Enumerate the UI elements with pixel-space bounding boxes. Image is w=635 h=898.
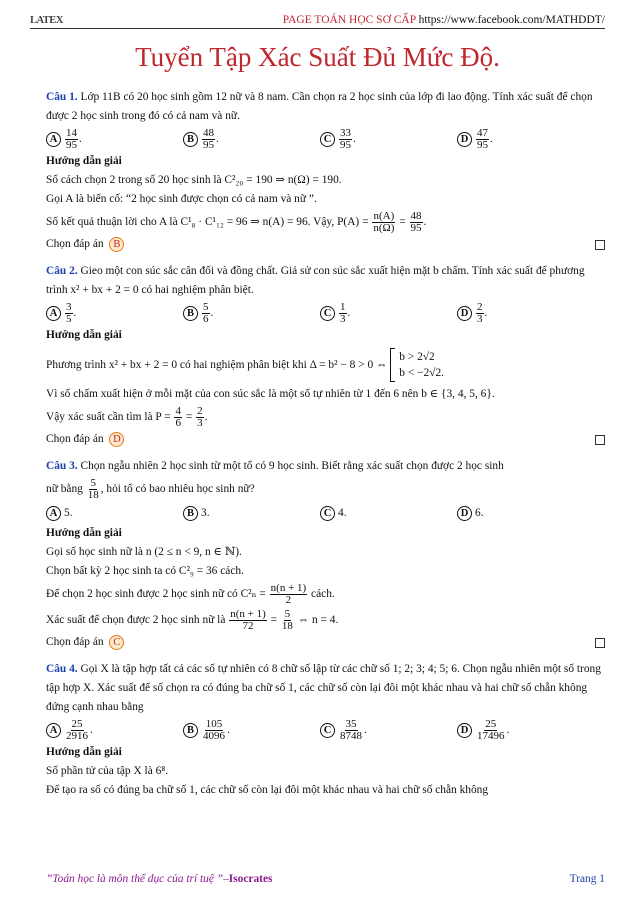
q4-option-c[interactable]: C $\frac{35}{8748}$ . [320, 719, 457, 742]
q2-choose-text: Chọn đáp án [46, 433, 104, 445]
q3-answer-badge: C [109, 635, 124, 650]
q3-solution-line [46, 581, 605, 607]
q2-option-c[interactable]: C $\frac{1}{3}$ . [320, 302, 457, 325]
q1-a-num: 14 [66, 126, 77, 139]
q3-l4-den: 72 [242, 619, 254, 632]
q4-option-letter: A [46, 723, 61, 738]
question-3-text: Chọn ngẫu nhiên 2 học sinh từ một tổ có 9 học sinh. Biết rằng xác suất chọn được 2 học sinh [77, 460, 504, 472]
q1-solution-heading: Hướng dẫn giải [46, 155, 122, 167]
q2-option-a-frac [65, 302, 73, 325]
qed-square-icon [595, 240, 605, 250]
q4-c-den: 8748 [340, 729, 362, 742]
q2-f2-num: 2 [197, 404, 203, 417]
q1-option-d[interactable]: D $\frac{47}{95}$ . [457, 128, 594, 151]
q4-solution-heading: Hướng dẫn giải [46, 746, 122, 758]
q2-option-letter: B [183, 306, 198, 321]
question-2-text: Gieo một con súc sắc cân đối và đồng chất. Giả sử con súc sắc xuất hiện mặt b chấm. Tính xác suất để phương trình x² + bx + 2 = 0 có hai nghiệm phân biệt. [46, 265, 585, 296]
q4-option-b[interactable]: B $\frac{105}{4096}$ . [183, 719, 320, 742]
bracket-icon [390, 348, 395, 382]
q2-b-den: 6 [203, 312, 209, 325]
q3-f-num: 5 [90, 476, 96, 489]
q4-a-num: 25 [71, 717, 83, 730]
q3-option-letter: D [457, 506, 472, 521]
q4-option-c-frac [339, 719, 363, 742]
footer-quote-text: ”Toán học là môn thể dục của trí tuệ ” [46, 873, 224, 885]
q2-solution-line: Vì số chấm xuất hiện ở mỗi mặt của con súc sắc là một số tự nhiên từ 1 đến 6 nên b ∈ {3, 4, 5, 6}. [46, 388, 495, 400]
question-4-label: Câu 4. [46, 663, 78, 675]
q1-option-a-frac [65, 128, 78, 151]
q2-l3-frac2 [196, 406, 204, 429]
q4-option-letter: D [457, 723, 472, 738]
q1-option-letter: D [457, 132, 472, 147]
q2-cases [390, 348, 444, 382]
q2-solution-line [46, 345, 605, 385]
q1-choose-text: Chọn đáp án [46, 238, 104, 250]
q3-l3-den: 2 [285, 593, 292, 606]
q1-c-den: 95 [340, 138, 351, 151]
question-4-options [46, 717, 605, 743]
question-4-text: Gọi X là tập hợp tất cả các số tự nhiên có 8 chữ số lập từ các chữ số 1; 2; 3; 4; 5; 6. Chọn ngẫu nhiên một số trong tập hợp X. Xác suất để số chọn ra có đúng ba chữ số 1, các chữ số còn lại đôi một khác nhau và hai chữ số chẵn không đứng cạnh nhau bằng [46, 663, 601, 713]
question-1-label: Câu 1. [46, 91, 78, 103]
q3-l4-f2-num: 5 [284, 607, 291, 620]
q2-a-den: 5 [66, 312, 72, 325]
q3-text2b: , hỏi tổ có bao nhiêu học sinh nữ? [100, 483, 255, 495]
q1-l3-f1-den: n(Ω) [373, 221, 395, 234]
q1-l3-f2-num: 48 [410, 209, 422, 222]
q2-c-num: 1 [340, 300, 346, 313]
q4-option-d[interactable]: D $\frac{25}{17496}$ . [457, 719, 594, 742]
q1-option-d-frac [476, 128, 489, 151]
q4-b-den: 4096 [203, 729, 225, 742]
q4-option-b-frac [202, 719, 226, 742]
q3-frac [87, 478, 100, 501]
q3-f-den: 18 [87, 488, 99, 501]
q3-solution-line: Xác suất để chọn được 2 học sinh nữ là $\frac{n(n + 1)}{72}$ = $\frac{5}{18}$ ⇔ n = 4. [46, 607, 339, 632]
q3-l4-f2-den: 18 [281, 619, 293, 632]
q2-b-num: 5 [203, 300, 209, 313]
q1-l3-text: Số kết quả thuận lời cho A là C¹₈ · C¹₁₂ = 96 ⇒ n(A) = 96. Vậy, P(A) = [46, 216, 369, 228]
q1-d-num: 47 [477, 126, 488, 139]
header-page-name: PAGE TOÁN HỌC SƠ CẤP [282, 14, 416, 26]
q2-f1-num: 4 [175, 404, 181, 417]
qed-square-icon [595, 435, 605, 445]
q2-option-b-frac [202, 302, 210, 325]
q1-l3-frac2 [410, 211, 423, 234]
q1-option-c-frac [339, 128, 352, 151]
q4-a-den: 2916 [66, 729, 88, 742]
q3-l3-num: n(n + 1) [270, 581, 307, 594]
question-3-label: Câu 3. [46, 460, 78, 472]
q1-option-letter: C [320, 132, 335, 147]
q2-case-1: b > 2√2 [399, 351, 435, 363]
q3-l4-frac2 [281, 609, 294, 632]
q3-l4-num: n(n + 1) [230, 607, 266, 620]
q2-option-letter: C [320, 306, 335, 321]
q1-d-den: 95 [477, 138, 488, 151]
qed-square-icon [595, 638, 605, 648]
q1-b-den: 95 [203, 138, 214, 151]
q4-option-letter: C [320, 723, 335, 738]
footer-dash: – [223, 873, 229, 885]
q1-c-num: 33 [340, 126, 351, 139]
q1-option-b-frac [202, 128, 215, 151]
q2-option-d-frac [476, 302, 484, 325]
q2-option-b[interactable]: B $\frac{5}{6}$ . [183, 302, 320, 325]
q3-answer-line [46, 633, 605, 652]
q3-l4-text: Xác suất để chọn được 2 học sinh nữ là [46, 614, 226, 626]
q1-option-letter: B [183, 132, 198, 147]
q1-answer-line [46, 235, 605, 254]
q1-option-a[interactable]: A $\frac{14}{95}$ . [46, 128, 183, 151]
q1-option-b[interactable]: B $\frac{48}{95}$ . [183, 128, 320, 151]
q1-answer-badge: B [109, 237, 124, 252]
header-url[interactable]: https://www.facebook.com/MATHDDT/ [415, 14, 605, 26]
header-right [283, 14, 605, 26]
q1-l3-f1-num: n(A) [373, 209, 395, 222]
page-number: Trang 1 [569, 873, 605, 885]
q2-option-letter: A [46, 306, 61, 321]
q2-option-letter: D [457, 306, 472, 321]
q3-b-val: 3. [201, 506, 210, 519]
q3-l3-frac [270, 583, 308, 606]
q2-c-den: 3 [340, 312, 346, 325]
q2-option-d[interactable]: D $\frac{2}{3}$ . [457, 302, 594, 325]
q4-solution-line: Để tạo ra số có đúng ba chữ số 1, các chữ số còn lại đôi một khác nhau và hai chữ số chẵn không [46, 784, 489, 796]
q4-option-a[interactable]: A $\frac{25}{2916}$ . [46, 719, 183, 742]
q3-solution-line: Chọn bất kỳ 2 học sinh ta có C²₉ = 36 cách. [46, 565, 244, 577]
q4-b-num: 105 [205, 717, 223, 730]
q3-c-val: 4. [338, 506, 347, 519]
q2-solution-heading: Hướng dẫn giải [46, 329, 122, 341]
q2-option-a[interactable]: A $\frac{3}{5}$ . [46, 302, 183, 325]
question-1 [46, 88, 605, 126]
q2-solution-line: Vậy xác suất cần tìm là P = $\frac{4}{6}$ = $\frac{2}{3}$ . [46, 404, 208, 429]
question-3-options [46, 502, 605, 524]
q2-d-den: 3 [477, 312, 483, 325]
q1-option-c[interactable]: C $\frac{33}{95}$ . [320, 128, 457, 151]
footer-quote [46, 873, 272, 885]
q1-solution-line: Số cách chọn 2 trong số 20 học sinh là C²₂₀ = 190 ⇒ n(Ω) = 190. [46, 174, 342, 186]
q2-l3-text: Vậy xác suất cần tìm là P = [46, 411, 171, 423]
q1-a-den: 95 [66, 138, 77, 151]
q1-b-num: 48 [203, 126, 214, 139]
latex-logo: LATEX [30, 15, 63, 26]
q3-l3-text: Để chọn 2 học sinh được 2 học sinh nữ có C²ₙ = [46, 588, 266, 600]
q4-option-a-frac [65, 719, 89, 742]
q3-l4-frac1 [229, 609, 267, 632]
page-footer [46, 873, 605, 885]
q3-option-b[interactable] [183, 504, 320, 523]
q4-solution-line: Số phần tử của tập X là 6⁸. [46, 765, 169, 777]
q3-option-d[interactable] [457, 504, 594, 523]
q4-option-d-frac [476, 719, 506, 742]
question-4 [46, 660, 605, 717]
q1-l3-f2-den: 95 [410, 221, 422, 234]
q2-d-num: 2 [477, 300, 483, 313]
q3-option-letter: A [46, 506, 61, 521]
q3-l3-suffix: cách. [311, 588, 335, 600]
q2-answer-badge: D [109, 432, 124, 447]
q2-l1-text: Phương trình x² + bx + 2 = 0 có hai nghiệm phân biệt khi Δ = b² − 8 > 0 ⇔ [46, 358, 388, 371]
q2-f2-den: 3 [197, 416, 203, 429]
page-header [30, 10, 605, 29]
q3-option-a[interactable] [46, 504, 183, 523]
question-2-label: Câu 2. [46, 265, 78, 277]
q2-a-num: 3 [66, 300, 72, 313]
content [46, 88, 605, 800]
question-1-options [46, 126, 605, 152]
q2-l3-frac1 [174, 406, 182, 429]
q4-c-num: 35 [345, 717, 357, 730]
q1-solution-line: Gọi A là biến cố: “2 học sinh được chọn có cả nam và nữ ”. [46, 193, 317, 205]
page-title: Tuyển Tập Xác Suất Đủ Mức Độ. [135, 42, 500, 72]
q2-cases-list [399, 349, 444, 381]
q3-d-val: 6. [475, 506, 484, 519]
question-3 [46, 457, 605, 476]
q4-option-letter: B [183, 723, 198, 738]
q2-case-2: b < −2√2. [399, 367, 445, 379]
q3-a-val: 5. [64, 506, 73, 519]
question-3-text-2 [46, 476, 605, 502]
q1-solution-line: Số kết quả thuận lời cho A là C¹₈ · C¹₁₂ = 96 ⇒ n(A) = 96. Vậy, P(A) = $\frac{n(A)}{n(\Omega)}$ = $\frac{48}{95}$ . [46, 209, 427, 234]
footer-author: Isocrates [228, 873, 273, 885]
q3-option-letter: B [183, 506, 198, 521]
question-2 [46, 262, 605, 300]
q3-text2a: nữ bằng [46, 483, 83, 495]
q2-f1-den: 6 [175, 416, 181, 429]
question-1-text: Lớp 11B có 20 học sinh gồm 12 nữ và 8 nam. Cần chọn ra 2 học sinh của lớp đi lao động. Tính xác suất để chọn được 2 học sinh trong đó có cả nam và nữ. [46, 91, 593, 122]
q1-option-letter: A [46, 132, 61, 147]
q1-l3-frac1 [372, 211, 395, 234]
q4-d-den: 17496 [477, 729, 505, 742]
q3-solution-line: Gọi số học sinh nữ là n (2 ≤ n < 9, n ∈ ℕ). [46, 546, 242, 558]
q3-option-letter: C [320, 506, 335, 521]
q4-d-num: 25 [485, 717, 497, 730]
question-2-options [46, 300, 605, 326]
q2-option-c-frac [339, 302, 347, 325]
q3-choose-text: Chọn đáp án [46, 636, 104, 648]
q3-option-c[interactable] [320, 504, 457, 523]
q2-answer-line [46, 430, 605, 449]
q3-solution-heading: Hướng dẫn giải [46, 527, 122, 539]
q3-l4-suffix: ⇔ n = 4. [297, 614, 339, 626]
